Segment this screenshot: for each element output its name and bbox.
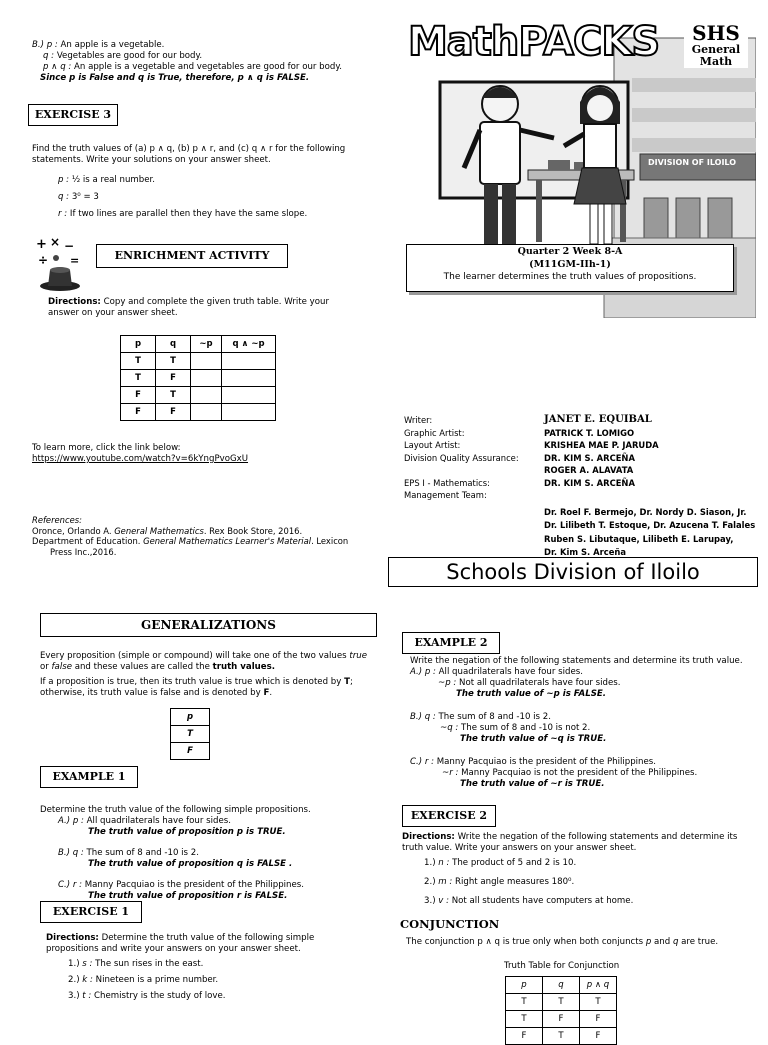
prop-label: q : bbox=[58, 192, 70, 202]
youtube-link[interactable]: https://www.youtube.com/watch?v=6kYngPvoGxU bbox=[32, 454, 249, 464]
table-row bbox=[121, 370, 276, 387]
ref-author: Department of Education. bbox=[32, 536, 141, 546]
prop-text: If two lines are parallel then they have the same slope. bbox=[69, 209, 308, 219]
svg-text:÷: ÷ bbox=[38, 253, 49, 267]
table-header: q bbox=[156, 336, 191, 353]
example-intro: Determine the truth value of the following simple propositions. bbox=[40, 805, 311, 815]
table-header-row bbox=[121, 336, 276, 353]
learn-more-text: To learn more, click the link below: bbox=[32, 443, 181, 453]
prop-text: The sum of 8 and -10 is not 2. bbox=[461, 723, 591, 733]
exercise1-heading: EXERCISE 1 bbox=[40, 901, 142, 923]
table-row bbox=[506, 1028, 617, 1045]
item-number: 1.) bbox=[68, 959, 80, 969]
table-header: p bbox=[121, 336, 156, 353]
magic-hat-icon bbox=[30, 234, 88, 294]
prop-text: All quadrilaterals have four sides. bbox=[86, 816, 231, 826]
text-run: are true. bbox=[678, 937, 719, 947]
prop-label: C.) r : bbox=[58, 880, 82, 890]
example2-heading: EXAMPLE 2 bbox=[402, 632, 500, 654]
directions-label: Directions: bbox=[48, 297, 101, 307]
conjunction-text bbox=[406, 937, 751, 948]
conjunction-truth-table bbox=[505, 976, 617, 1045]
text-run: . bbox=[269, 688, 273, 698]
table-cell: T bbox=[156, 387, 191, 404]
exercise3-items bbox=[58, 175, 358, 220]
credit-name: PATRICK T. LOMIGO bbox=[544, 427, 635, 438]
prop-text: Right angle measures 180⁰. bbox=[455, 877, 575, 887]
shs-text: SHS bbox=[692, 21, 740, 45]
ref-rest: . Rex Book Store, 2016. bbox=[203, 525, 303, 536]
competency-text: The learner determines the truth values of propositions. bbox=[443, 272, 697, 282]
prop-label: C.) r : bbox=[410, 757, 434, 767]
management-line: Dr. Roel F. Bermejo, Dr. Nordy D. Siason, Jr. bbox=[544, 506, 747, 517]
management-line: Ruben S. Libutaque, Lilibeth E. Larupay, bbox=[544, 533, 734, 544]
prop-text: The sun rises in the east. bbox=[95, 959, 204, 969]
text-run: If a proposition is true, then its truth value is true which is denoted by bbox=[40, 677, 345, 687]
credit-role: Graphic Artist: bbox=[404, 427, 465, 438]
prop-label: B.) p : bbox=[32, 40, 58, 50]
learn-more-block bbox=[32, 443, 362, 465]
prop-label: B.) q : bbox=[58, 848, 84, 858]
table-cell: F bbox=[543, 1011, 580, 1028]
table-cell: T bbox=[156, 353, 191, 370]
text-run: The conjunction p ∧ q is true only when both conjuncts bbox=[406, 937, 646, 947]
item-number: 2.) bbox=[68, 975, 80, 985]
prop-text: Manny Pacquiao is the president of the Philippines. bbox=[436, 757, 656, 767]
table-cell: F bbox=[156, 404, 191, 421]
prop-text: Manny Pacquiao is the president of the Philippines. bbox=[84, 880, 304, 890]
item-number: 3.) bbox=[424, 896, 436, 906]
prop-label: k : bbox=[82, 975, 93, 985]
table-row bbox=[506, 994, 617, 1011]
prop-label: r : bbox=[58, 209, 68, 219]
example-answer: The truth value of proposition p is TRUE. bbox=[88, 827, 286, 837]
credit-role: Division Quality Assurance: bbox=[404, 452, 519, 463]
table-cell: F bbox=[121, 404, 156, 421]
management-line: Dr. Lilibeth T. Estoque, Dr. Azucena T. Falales bbox=[544, 520, 756, 530]
table-cell bbox=[191, 404, 222, 421]
table-cell: T bbox=[506, 994, 543, 1011]
exercise2-heading: EXERCISE 2 bbox=[402, 805, 496, 827]
ref-title: General Mathematics bbox=[114, 525, 204, 536]
text-run: and these values are called the bbox=[71, 662, 213, 672]
example-answer: The truth value of ~q is TRUE. bbox=[460, 734, 607, 744]
enrichment-heading: ENRICHMENT ACTIVITY bbox=[96, 244, 288, 268]
table-cell bbox=[222, 404, 276, 421]
prop-text: Vegetables are good for our body. bbox=[56, 51, 203, 61]
credit-role: Layout Artist: bbox=[404, 440, 461, 450]
table-header: q ∧ ~p bbox=[222, 336, 276, 353]
prop-label: p : bbox=[58, 175, 70, 185]
enrichment-truth-table bbox=[120, 335, 276, 421]
table-header: ~p bbox=[191, 336, 222, 353]
conjunction-heading: CONJUNCTION bbox=[400, 917, 500, 931]
prop-label: B.) q : bbox=[410, 712, 436, 722]
quarter-text: Quarter 2 Week 8-A bbox=[517, 246, 623, 257]
prop-text: An apple is a vegetable and vegetables are good for our body. bbox=[74, 62, 342, 72]
item-number: 2.) bbox=[424, 877, 436, 887]
division-banner: Schools Division of Iloilo bbox=[388, 557, 758, 587]
prop-label: p ∧ q : bbox=[43, 62, 72, 72]
directions-text: Write the negation of the following statements and determine its truth value. Write your answers on your answer sheet. bbox=[402, 832, 738, 853]
text-run: q bbox=[672, 937, 679, 947]
prop-label: m : bbox=[438, 877, 453, 887]
table-cell: F bbox=[171, 743, 210, 760]
quarter-box bbox=[406, 244, 734, 292]
text-run: p bbox=[645, 937, 652, 947]
exercise2-block bbox=[402, 832, 747, 907]
directions-text: Copy and complete the given truth table. Write your answer on your answer sheet. bbox=[48, 297, 330, 318]
table-cell bbox=[191, 353, 222, 370]
text-run: truth values. bbox=[212, 662, 275, 672]
prop-text: ½ is a real number. bbox=[71, 175, 155, 185]
prop-label: A.) p : bbox=[410, 667, 436, 677]
credit-name: KRISHEA MAE P. JARUDA bbox=[544, 440, 659, 450]
text-run: true bbox=[349, 651, 367, 661]
table-cell: T bbox=[121, 353, 156, 370]
credit-name: DR. KIM S. ARCEÑA bbox=[544, 477, 635, 488]
prop-text: 3⁰ = 3 bbox=[71, 192, 99, 202]
table-cell: F bbox=[121, 387, 156, 404]
table-row bbox=[121, 404, 276, 421]
credit-role bbox=[404, 464, 544, 477]
text-run: T bbox=[344, 677, 350, 687]
references-label: References: bbox=[32, 515, 82, 525]
example1-block bbox=[40, 805, 370, 902]
conclusion: Since p is False and q is True, therefore, p ∧ q is FALSE. bbox=[40, 73, 310, 83]
table-cell: T bbox=[543, 1028, 580, 1045]
credit-name: ROGER A. ALAVATA bbox=[544, 465, 634, 475]
prop-text: The sum of 8 and -10 is 2. bbox=[86, 848, 199, 858]
prop-text: The product of 5 and 2 is 10. bbox=[452, 858, 577, 868]
shs-label bbox=[684, 22, 748, 68]
ref-author: Oronce, Orlando A. bbox=[32, 525, 112, 536]
table-header: p ∧ q bbox=[580, 977, 617, 994]
table-cell: T bbox=[543, 994, 580, 1011]
table-cell bbox=[222, 353, 276, 370]
svg-text:−: − bbox=[64, 239, 75, 253]
text-run: ; otherwise, its truth value is false and is denoted by bbox=[40, 677, 353, 698]
table-cell: T bbox=[506, 1011, 543, 1028]
table-cell bbox=[191, 370, 222, 387]
example1-heading: EXAMPLE 1 bbox=[40, 766, 138, 788]
credit-role: Writer: bbox=[404, 415, 433, 425]
prop-text: Manny Pacquiao is not the president of the Philippines. bbox=[461, 768, 698, 778]
directions-text: Determine the truth value of the following simple propositions and write your answers on your answer sheet. bbox=[46, 933, 315, 954]
mathpacks-logo: MathPACKS bbox=[408, 19, 660, 65]
exercise1-block bbox=[46, 933, 346, 1002]
prop-text: An apple is a vegetable. bbox=[60, 40, 165, 50]
table-cell: F bbox=[580, 1028, 617, 1045]
division-sign: DIVISION OF ILOILO bbox=[648, 158, 737, 167]
table-cell: T bbox=[121, 370, 156, 387]
directions-label: Directions: bbox=[402, 832, 455, 842]
item-number: 1.) bbox=[424, 858, 436, 868]
text-run: Every proposition (simple or compound) will take one of the two values bbox=[40, 651, 350, 661]
example-answer: The truth value of ~p is FALSE. bbox=[456, 689, 607, 699]
enrichment-directions bbox=[48, 297, 348, 319]
table-header: p bbox=[506, 977, 543, 994]
example-intro: Write the negation of the following statements and determine its truth value. bbox=[410, 656, 743, 666]
item-number: 3.) bbox=[68, 991, 80, 1001]
table-cell bbox=[222, 387, 276, 404]
credit-role: EPS I - Mathematics: bbox=[404, 477, 490, 488]
prop-label: ~r : bbox=[442, 768, 459, 778]
svg-text:×: × bbox=[50, 235, 61, 249]
table-cell: F bbox=[156, 370, 191, 387]
table-header-row bbox=[506, 977, 617, 994]
conjunction-table-caption: Truth Table for Conjunction bbox=[504, 961, 620, 971]
prop-label: n : bbox=[438, 858, 450, 868]
table-row bbox=[121, 353, 276, 370]
table-row bbox=[121, 387, 276, 404]
prop-label: s : bbox=[82, 959, 93, 969]
table-header: p bbox=[171, 709, 210, 726]
credit-role: Management Team: bbox=[404, 490, 487, 500]
prop-label: v : bbox=[438, 896, 450, 906]
generalizations-text bbox=[40, 651, 370, 699]
table-header: q bbox=[543, 977, 580, 994]
example2-block bbox=[410, 656, 755, 790]
prop-text: Nineteen is a prime number. bbox=[95, 975, 219, 985]
credit-name: DR. KIM S. ARCEÑA bbox=[544, 452, 635, 463]
text-run: or bbox=[40, 662, 52, 672]
competency-code: (M11GM-IIh-1) bbox=[529, 259, 611, 270]
svg-text:+: + bbox=[36, 237, 47, 252]
management-list bbox=[404, 502, 756, 560]
table-cell bbox=[222, 370, 276, 387]
table-cell: T bbox=[580, 994, 617, 1011]
prop-text: Chemistry is the study of love. bbox=[94, 991, 226, 1001]
example-b-block bbox=[32, 40, 372, 84]
text-run: F bbox=[263, 688, 270, 698]
generalizations-heading: GENERALIZATIONS bbox=[40, 613, 377, 637]
management-line: Dr. Kim S. Arceña bbox=[544, 547, 626, 557]
prop-label: q : bbox=[43, 51, 55, 61]
directions-label: Directions: bbox=[46, 933, 99, 943]
prop-text: The sum of 8 and -10 is 2. bbox=[438, 712, 551, 722]
credit-name: JANET E. EQUIBAL bbox=[544, 414, 652, 425]
prop-label: ~p : bbox=[438, 678, 457, 688]
generalization-table bbox=[170, 708, 210, 760]
cover-art bbox=[404, 18, 756, 318]
table-cell bbox=[191, 387, 222, 404]
prop-label: ~q : bbox=[440, 723, 459, 733]
exercise3-heading: EXERCISE 3 bbox=[28, 104, 118, 126]
text-run: and bbox=[651, 937, 673, 947]
ref-title: General Mathematics Learner's Material bbox=[143, 536, 312, 546]
example-answer: The truth value of proposition r is FALSE. bbox=[88, 891, 288, 901]
prop-label: A.) p : bbox=[58, 816, 84, 826]
example-answer: The truth value of proposition q is FALSE . bbox=[88, 859, 293, 869]
table-cell: F bbox=[580, 1011, 617, 1028]
ref-rest: . Lexicon Press Inc.,2016. bbox=[50, 536, 349, 557]
example-answer: The truth value of ~r is TRUE. bbox=[460, 779, 605, 789]
prop-text: Not all students have computers at home. bbox=[451, 896, 634, 906]
references bbox=[32, 515, 362, 557]
text-run: false bbox=[51, 662, 72, 672]
exercise3-instructions: Find the truth values of (a) p ∧ q, (b) p ∧ r, and (c) q ∧ r for the following statements. Write your solutions on your answer sheet. bbox=[32, 144, 346, 165]
table-row bbox=[506, 1011, 617, 1028]
subject-text: General Math bbox=[691, 43, 741, 68]
table-cell: F bbox=[506, 1028, 543, 1045]
prop-label: t : bbox=[82, 991, 92, 1001]
prop-text: All quadrilaterals have four sides. bbox=[438, 667, 583, 677]
credits-block bbox=[404, 414, 756, 560]
table-cell: T bbox=[171, 726, 210, 743]
prop-text: Not all quadrilaterals have four sides. bbox=[459, 678, 621, 688]
svg-text:=: = bbox=[70, 254, 80, 267]
